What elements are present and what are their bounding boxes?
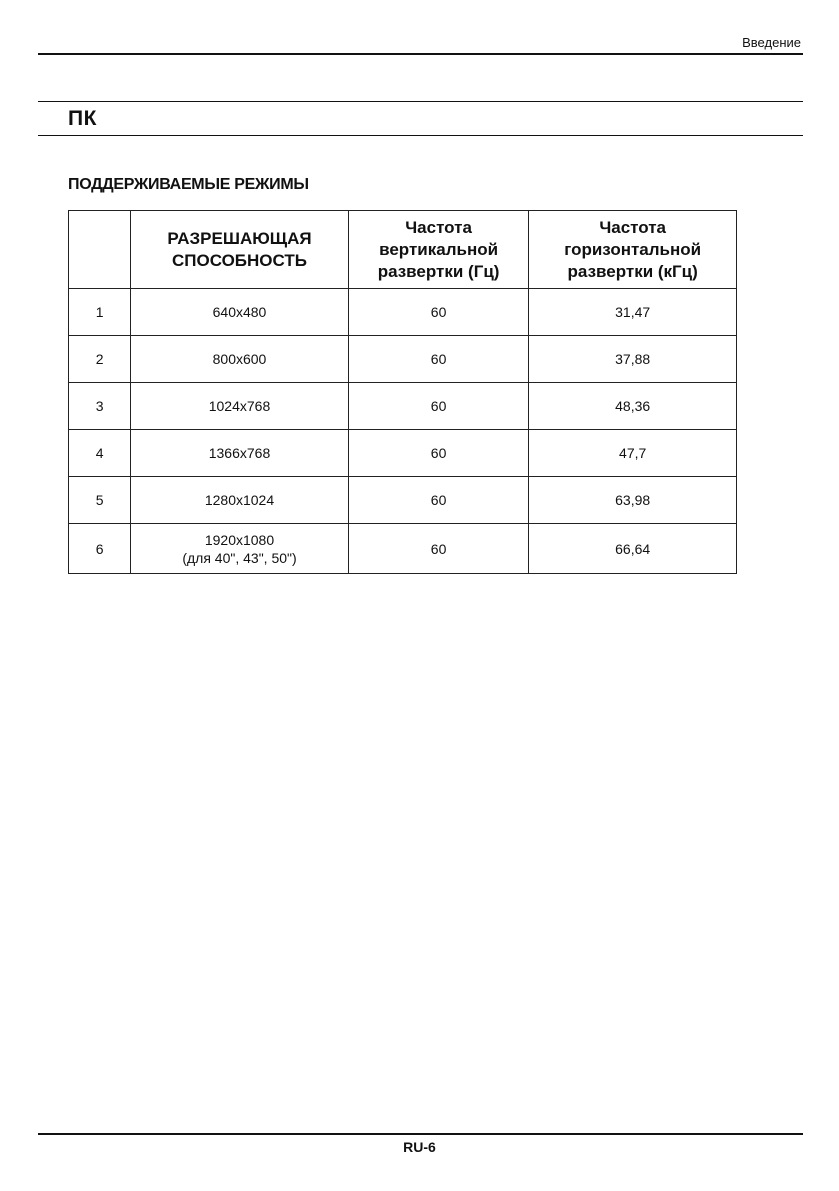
row-resolution-note: (для 40", 43", 50") bbox=[182, 549, 297, 566]
supported-modes-table bbox=[68, 210, 737, 574]
row-horizontal-frequency: 66,64 bbox=[529, 524, 737, 574]
title-divider-bottom bbox=[38, 135, 803, 136]
header-resolution bbox=[131, 211, 349, 289]
row-horizontal-frequency: 37,88 bbox=[529, 336, 737, 383]
row-horizontal-frequency: 48,36 bbox=[529, 383, 737, 430]
header-section-label: Введение bbox=[742, 35, 801, 50]
header-horizontal-frequency bbox=[529, 211, 737, 289]
title-divider-top bbox=[38, 101, 803, 102]
header-vertical-line: Частота bbox=[405, 217, 472, 237]
row-horizontal-frequency: 63,98 bbox=[529, 477, 737, 524]
row-vertical-frequency: 60 bbox=[348, 289, 529, 336]
header-vertical-line: вертикальной bbox=[379, 239, 499, 259]
table-row bbox=[69, 430, 737, 477]
row-number: 2 bbox=[69, 336, 131, 383]
row-resolution: 1280x1024 bbox=[131, 477, 349, 524]
row-resolution-value: 1920x1080 bbox=[204, 531, 275, 548]
row-number: 5 bbox=[69, 477, 131, 524]
row-number: 6 bbox=[69, 524, 131, 574]
header-resolution-line: РАЗРЕШАЮЩАЯ bbox=[167, 228, 312, 248]
page-number: RU-6 bbox=[403, 1139, 436, 1155]
row-resolution: 800x600 bbox=[131, 336, 349, 383]
footer-divider bbox=[38, 1133, 803, 1135]
header-resolution-line: СПОСОБНОСТЬ bbox=[172, 250, 307, 270]
header-number bbox=[69, 211, 131, 289]
row-resolution: 1366x768 bbox=[131, 430, 349, 477]
row-number: 1 bbox=[69, 289, 131, 336]
header-vertical-frequency bbox=[348, 211, 529, 289]
row-horizontal-frequency: 31,47 bbox=[529, 289, 737, 336]
table-row bbox=[69, 383, 737, 430]
row-horizontal-frequency: 47,7 bbox=[529, 430, 737, 477]
header-divider bbox=[38, 53, 803, 55]
row-vertical-frequency: 60 bbox=[348, 524, 529, 574]
header-horizontal-line: Частота bbox=[599, 217, 667, 237]
header-horizontal-line: развертки (кГц) bbox=[567, 261, 698, 281]
page-title: ПК bbox=[68, 107, 97, 130]
row-vertical-frequency: 60 bbox=[348, 383, 529, 430]
table-row bbox=[69, 289, 737, 336]
row-resolution: 1024x768 bbox=[131, 383, 349, 430]
row-vertical-frequency: 60 bbox=[348, 336, 529, 383]
row-resolution bbox=[131, 524, 349, 574]
table-row bbox=[69, 336, 737, 383]
table-header-row bbox=[69, 211, 737, 289]
table-row bbox=[69, 524, 737, 574]
section-title: ПОДДЕРЖИВАЕМЫЕ РЕЖИМЫ bbox=[68, 176, 309, 193]
row-vertical-frequency: 60 bbox=[348, 477, 529, 524]
row-vertical-frequency: 60 bbox=[348, 430, 529, 477]
row-number: 3 bbox=[69, 383, 131, 430]
table-row bbox=[69, 477, 737, 524]
header-horizontal-line: горизонтальной bbox=[564, 239, 702, 259]
row-number: 4 bbox=[69, 430, 131, 477]
header-vertical-line: развертки (Гц) bbox=[377, 261, 500, 281]
row-resolution: 640x480 bbox=[131, 289, 349, 336]
